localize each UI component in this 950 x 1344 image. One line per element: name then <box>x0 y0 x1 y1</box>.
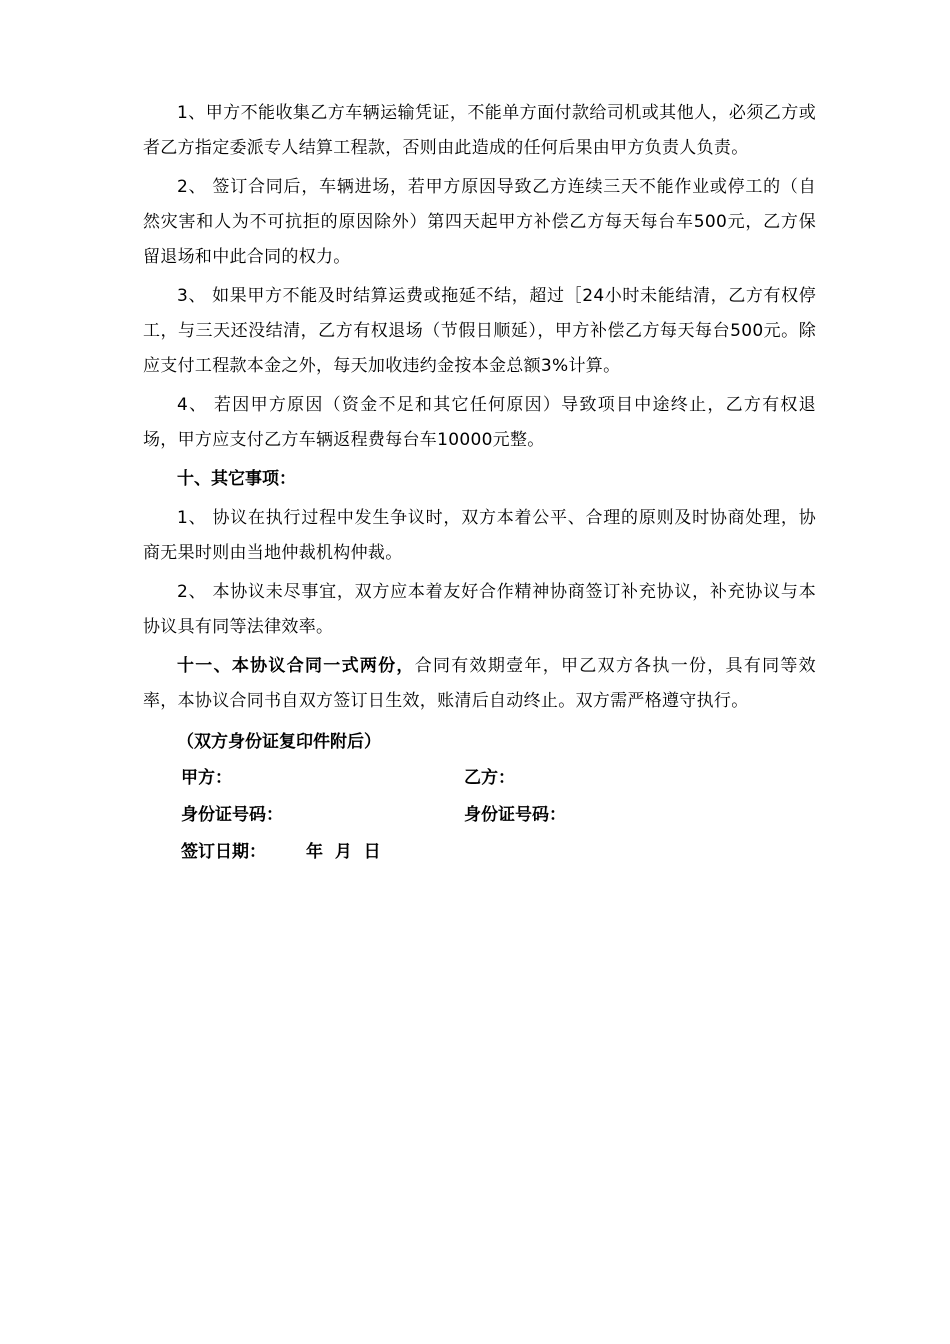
signing-date-row <box>143 834 816 871</box>
party-a-id-label: 身份证号码： <box>181 805 283 825</box>
clause-3: 3、 如果甲方不能及时结算运费或拖延不结，超过［24小时未能结清，乙方有权停工，与三天还没结清，乙方有权退场（节假日顺延），甲方补偿乙方每天每台500元。除应支付工程款本金之外，每天加收违约金按本金总额3%计算。 <box>143 286 816 376</box>
section-10-item-2: 2、 本协议未尽事宜，双方应本着友好合作精神协商签订补充协议，补充协议与本协议具有同等法律效率。 <box>143 582 816 637</box>
document-body <box>143 96 816 871</box>
signature-id-row <box>143 797 816 834</box>
clause-1: 1、甲方不能收集乙方车辆运输凭证，不能单方面付款给司机或其他人，必须乙方或者乙方指定委派专人结算工程款，否则由此造成的任何后果由甲方负责人负责。 <box>143 103 816 158</box>
party-b-label: 乙方： <box>464 768 515 788</box>
clause-4: 4、 若因甲方原因（资金不足和其它任何原因）导致项目中途终止，乙方有权退场，甲方应支付乙方车辆返程费每台车10000元整。 <box>143 395 816 450</box>
section-11-bold-lead: 十一、本协议合同一式两份， <box>177 656 415 676</box>
section-11-paragraph <box>143 649 816 719</box>
section-10-item-1: 1、 协议在执行过程中发生争议时，双方本着公平、合理的原则及时协商处理，协商无果时则由当地仲裁机构仲裁。 <box>143 508 816 563</box>
party-b-id-label: 身份证号码： <box>464 805 566 825</box>
section-11-text: 合同有效期壹年，甲乙双方各执一份，具有同等效率，本协议合同书自双方签订日生效，账清后自动终止。双方需严格遵守执行。 <box>143 656 816 711</box>
section-10-heading: 十、其它事项： <box>177 469 296 489</box>
attachment-note: （双方身份证复印件附后） <box>177 732 381 752</box>
clause-2: 2、 签订合同后，车辆进场，若甲方原因导致乙方连续三天不能作业或停工的（自然灾害和人为不可抗拒的原因除外）第四天起甲方补偿乙方每天每台车500元，乙方保留退场和中此合同的权力。 <box>143 177 816 267</box>
signing-date-label: 签订日期： <box>181 842 266 862</box>
signing-date-value: 年 月 日 <box>306 842 381 862</box>
party-a-label: 甲方： <box>181 768 232 788</box>
signature-party-row <box>143 760 816 797</box>
